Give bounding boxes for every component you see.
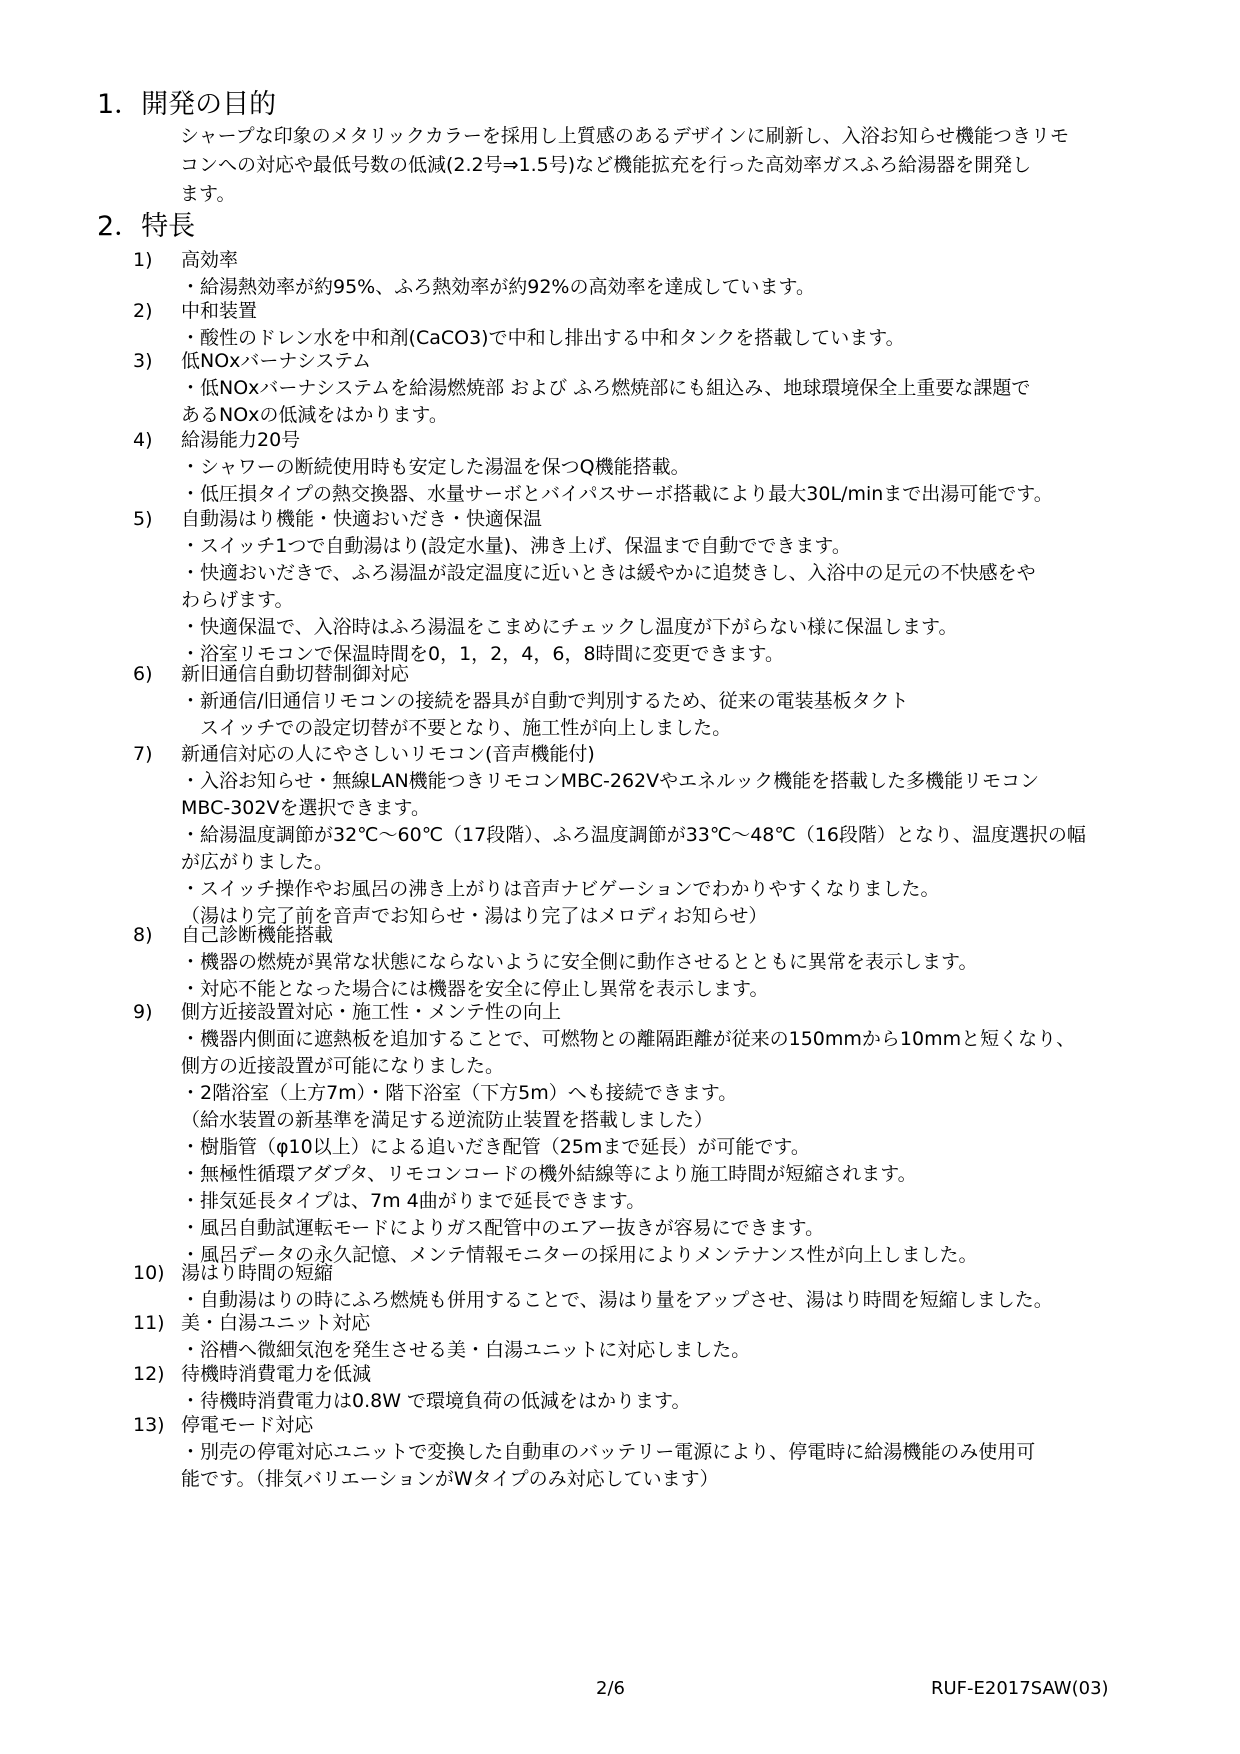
- feature-line: ・浴室リモコンで保温時間を0，1，2，4，6，8時間に変更できます。: [181, 643, 785, 665]
- feature-line: ・風呂自動試運転モードによりガス配管中のエアー抜きが容易にできます。: [181, 1217, 825, 1239]
- feature-line: ・快適おいだきで、ふろ湯温が設定温度に近いときは緩やかに追焚きし、入浴中の足元の不快感をや: [181, 562, 1036, 584]
- feature-heading: 新通信対応の人にやさしいリモコン(音声機能付): [181, 743, 595, 765]
- feature-number: 10): [133, 1262, 165, 1284]
- feature-description: [181, 533, 1181, 668]
- feature-line: ・低圧損タイプの熱交換器、水量サーボとバイパスサーボ搭載により最大30L/minまで出湯可能です。: [181, 483, 1053, 505]
- feature-line: ・風呂データの永久記憶、メンテ情報モニターの採用によりメンテナンス性が向上しました。: [181, 1244, 978, 1266]
- feature-number: 3): [133, 350, 153, 372]
- feature-description: [181, 454, 1181, 508]
- feature-line: ・スイッチ操作やお風呂の沸き上がりは音声ナビゲーションでわかりやすくなりました。: [181, 878, 940, 900]
- feature-number: 4): [133, 429, 153, 451]
- feature-heading: 湯はり時間の短縮: [181, 1262, 334, 1284]
- feature-line: ・排気延長タイプは、7m 4曲がりまで延長できます。: [181, 1190, 646, 1212]
- feature-number: 11): [133, 1312, 165, 1334]
- feature-description: [181, 1388, 1181, 1415]
- feature-heading: 給湯能力20号: [181, 429, 301, 451]
- feature-line: ・機器内側面に遮熱板を追加することで、可燃物との離隔距離が従来の150mmから10mmと短くなり、: [181, 1028, 1076, 1050]
- feature-line: ・給湯熱効率が約95%、ふろ熱効率が約92%の高効率を達成しています。: [181, 276, 815, 298]
- feature-line: が広がりました。: [181, 851, 334, 873]
- feature-line: 能です。（排気バリエーションがWタイプのみ対応しています）: [181, 1468, 719, 1490]
- feature-number: 8): [133, 924, 153, 946]
- feature-description: [181, 375, 1181, 429]
- feature-number: 5): [133, 508, 153, 530]
- feature-heading: 自己診断機能搭載: [181, 924, 334, 946]
- paragraph-line: ます。: [180, 183, 236, 205]
- feature-line: （給水装置の新基準を満足する逆流防止装置を搭載しました）: [181, 1109, 714, 1131]
- feature-line: わらげます。: [181, 589, 294, 611]
- feature-description: [181, 274, 1181, 301]
- page-number: 2/6: [596, 1678, 625, 1699]
- document-code: RUF-E2017SAW(03): [931, 1678, 1109, 1699]
- feature-number: 13): [133, 1414, 165, 1436]
- feature-description: [181, 1337, 1181, 1364]
- feature-line: （湯はり完了前を音声でお知らせ・湯はり完了はメロディお知らせ）: [181, 905, 768, 927]
- feature-number: 12): [133, 1363, 165, 1385]
- section-title: 1．開発の目的: [97, 89, 277, 120]
- feature-heading: 美・白湯ユニット対応: [181, 1312, 371, 1334]
- feature-description: [181, 949, 1181, 1003]
- feature-line: ・酸性のドレン水を中和剤(CaCO3)で中和し排出する中和タンクを搭載しています。: [181, 327, 905, 349]
- feature-heading: 中和装置: [181, 300, 258, 322]
- feature-heading: 側方近接設置対応・施工性・メンテ性の向上: [181, 1001, 562, 1023]
- feature-heading: 低NOxバーナシステム: [181, 350, 372, 372]
- feature-line: ・機器の燃焼が異常な状態にならないように安全側に動作させるとともに異常を表示します。: [181, 951, 978, 973]
- feature-number: 9): [133, 1001, 153, 1023]
- feature-line: ・低NOxバーナシステムを給湯燃焼部 および ふろ燃焼部にも組込み、地球環境保全上重要な課題で: [181, 377, 1031, 399]
- feature-line: スイッチでの設定切替が不要となり、施工性が向上しました。: [181, 717, 732, 739]
- feature-line: ・給湯温度調節が32℃～60℃（17段階）、ふろ温度調節が33℃～48℃（16段階）となり、温度選択の幅: [181, 824, 1086, 846]
- section-title: 2．特長: [97, 211, 196, 242]
- feature-line: ・2階浴室（上方7m）・階下浴室（下方5m）へも接続できます。: [181, 1082, 738, 1104]
- feature-line: ・樹脂管（φ10以上）による追いだき配管（25mまで延長）が可能です。: [181, 1136, 810, 1158]
- feature-heading: 停電モード対応: [181, 1414, 314, 1436]
- feature-description: [181, 1026, 1181, 1269]
- feature-heading: 新旧通信自動切替制御対応: [181, 663, 410, 685]
- feature-number: 2): [133, 300, 153, 322]
- paragraph-line: コンへの対応や最低号数の低減(2.2号⇒1.5号)など機能拡充を行った高効率ガスふろ給湯器を開発し: [180, 154, 1032, 176]
- feature-line: ・待機時消費電力は0.8W で環境負荷の低減をはかります。: [181, 1390, 691, 1412]
- feature-line: ・無極性循環アダプタ、リモコンコードの機外結線等により施工時間が短縮されます。: [181, 1163, 917, 1185]
- feature-number: 1): [133, 249, 153, 271]
- feature-description: [181, 768, 1181, 930]
- paragraph-line: シャープな印象のメタリックカラーを採用し上質感のあるデザインに刷新し、入浴お知らせ機能つきリモ: [180, 125, 1070, 147]
- feature-heading: 高効率: [181, 249, 239, 271]
- feature-description: [181, 1439, 1181, 1493]
- feature-line: あるNOxの低減をはかります。: [181, 404, 448, 426]
- feature-line: 側方の近接設置が可能になりました。: [181, 1055, 505, 1077]
- feature-line: ・シャワーの断続使用時も安定した湯温を保つQ機能搭載。: [181, 456, 690, 478]
- feature-line: MBC-302Vを選択できます。: [181, 797, 430, 819]
- feature-line: ・浴槽へ微細気泡を発生させる美・白湯ユニットに対応しました。: [181, 1339, 751, 1361]
- feature-heading: 待機時消費電力を低減: [181, 1363, 372, 1385]
- feature-line: ・快適保温で、入浴時はふろ湯温をこまめにチェックし温度が下がらない様に保温します。: [181, 616, 958, 638]
- feature-line: ・対応不能となった場合には機器を安全に停止し異常を表示します。: [181, 978, 769, 1000]
- feature-line: ・スイッチ1つで自動湯はり(設定水量)、沸き上げ、保温まで自動でできます。: [181, 535, 851, 557]
- feature-number: 6): [133, 663, 153, 685]
- section-paragraph: [180, 122, 1165, 209]
- feature-line: ・別売の停電対応ユニットで変換した自動車のバッテリー電源により、停電時に給湯機能のみ使用可: [181, 1441, 1036, 1463]
- feature-number: 7): [133, 743, 153, 765]
- feature-line: ・新通信/旧通信リモコンの接続を器具が自動で判別するため、従来の電装基板タクト: [181, 690, 909, 712]
- feature-line: ・自動湯はりの時にふろ燃焼も併用することで、湯はり量をアップさせ、湯はり時間を短縮しました。: [181, 1289, 1053, 1311]
- feature-heading: 自動湯はり機能・快適おいだき・快適保温: [181, 508, 543, 530]
- feature-line: ・入浴お知らせ・無線LAN機能つきリモコンMBC-262Vやエネルック機能を搭載した多機能リモコン: [181, 770, 1040, 792]
- feature-description: [181, 688, 1181, 742]
